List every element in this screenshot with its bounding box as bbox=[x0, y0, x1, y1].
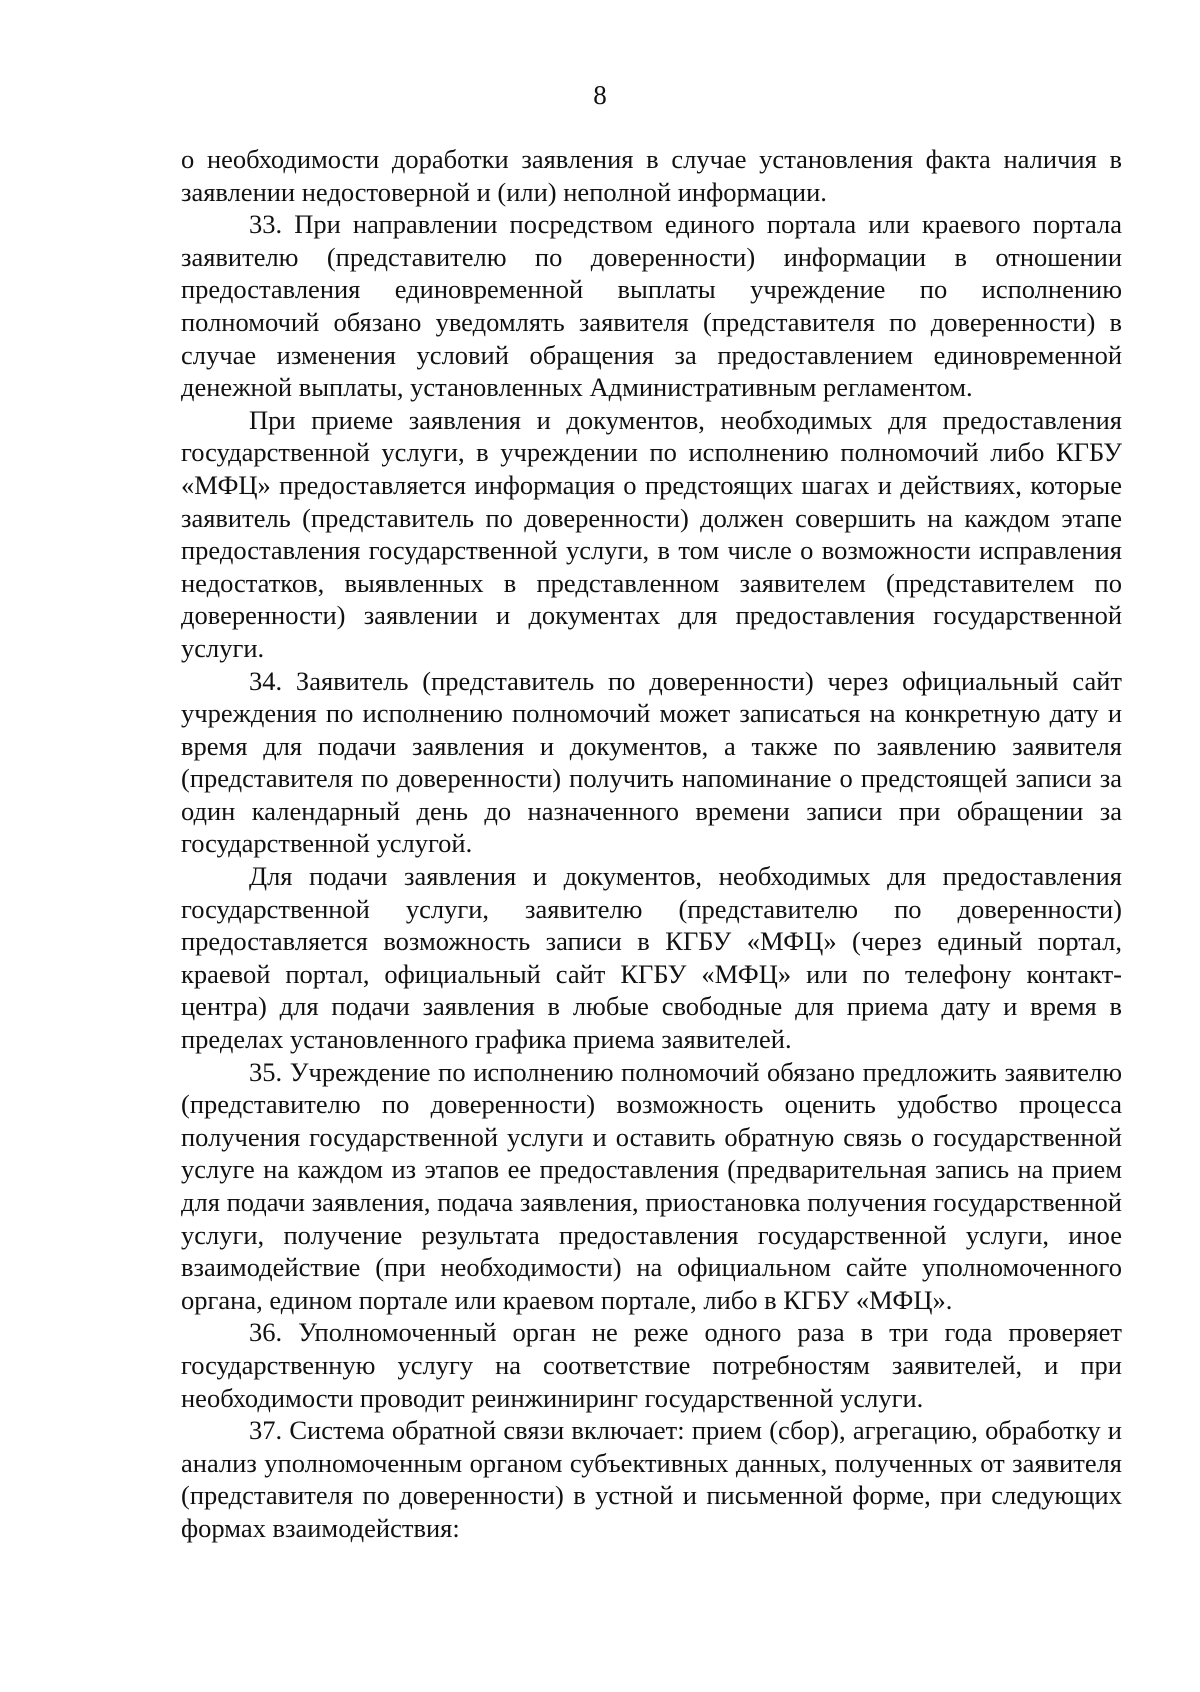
paragraph-mfc-appointment: Для подачи заявления и документов, необходимых для предоставления государственной услуги, заявителю (представителю по доверенности) предоставляется возможность записи в КГБУ «МФЦ» (через единый портал, краевой портал, официальный сайт КГБУ «МФЦ» или по телефону контакт-центра) для подачи заявления в любые свободные для приема дату и время в пределах установленного графика приема заявителей. bbox=[181, 861, 1122, 1055]
paragraph-reception-info: При приеме заявления и документов, необходимых для предоставления государственной услуги, в учреждении по исполнению полномочий либо КГБУ «МФЦ» предоставляется информация о предстоящих шагах и действиях, которые заявитель (представитель по доверенности) должен совершить на каждом этапе предоставления государственной услуги, в том числе о возможности исправления недостатков, выявленных в представленном заявителем (представителем по доверенности) заявлении и документах для предоставления государственной услуги. bbox=[181, 404, 1122, 663]
document-body bbox=[181, 143, 1122, 1545]
paragraph-34: 34. Заявитель (представитель по доверенности) через официальный сайт учреждения по исполнению полномочий может записаться на конкретную дату и время для подачи заявления и документов, а также по заявлению заявителя (представителя по доверенности) получить напоминание о предстоящей записи за один календарный день до назначенного времени записи при обращении за государственной услугой. bbox=[181, 665, 1122, 859]
paragraph-continuation: о необходимости доработки заявления в случае установления факта наличия в заявлении недостоверной и (или) неполной информации. bbox=[181, 144, 1122, 207]
paragraph-33: 33. При направлении посредством единого портала или краевого портала заявителю (представителю по доверенности) информации в отношении предоставления единовременной выплаты учреждение по исполнению полномочий обязано уведомлять заявителя (представителя по доверенности) в случае изменения условий обращения за предоставлением единовременной денежной выплаты, установленных Административным регламентом. bbox=[181, 209, 1122, 403]
paragraph-36: 36. Уполномоченный орган не реже одного раза в три года проверяет государственную услугу на соответствие потребностям заявителей, и при необходимости проводит реинжиниринг государственной услуги. bbox=[181, 1317, 1122, 1413]
paragraph-35: 35. Учреждение по исполнению полномочий обязано предложить заявителю (представителю по доверенности) возможность оценить удобство процесса получения государственной услуги и оставить обратную связь о государственной услуге на каждом из этапов ее предоставления (предварительная запись на прием для подачи заявления, подача заявления, приостановка получения государственной услуги, получение результата предоставления государственной услуги, иное взаимодействие (при необходимости) на официальном сайте уполномоченного органа, едином портале или краевом портале, либо в КГБУ «МФЦ». bbox=[181, 1056, 1122, 1315]
paragraph-37: 37. Система обратной связи включает: прием (сбор), агрегацию, обработку и анализ уполномоченным органом субъективных данных, полученных от заявителя (представителя по доверенности) в устной и письменной форме, при следующих формах взаимодействия: bbox=[181, 1415, 1122, 1543]
page-number: 8 bbox=[593, 80, 607, 110]
